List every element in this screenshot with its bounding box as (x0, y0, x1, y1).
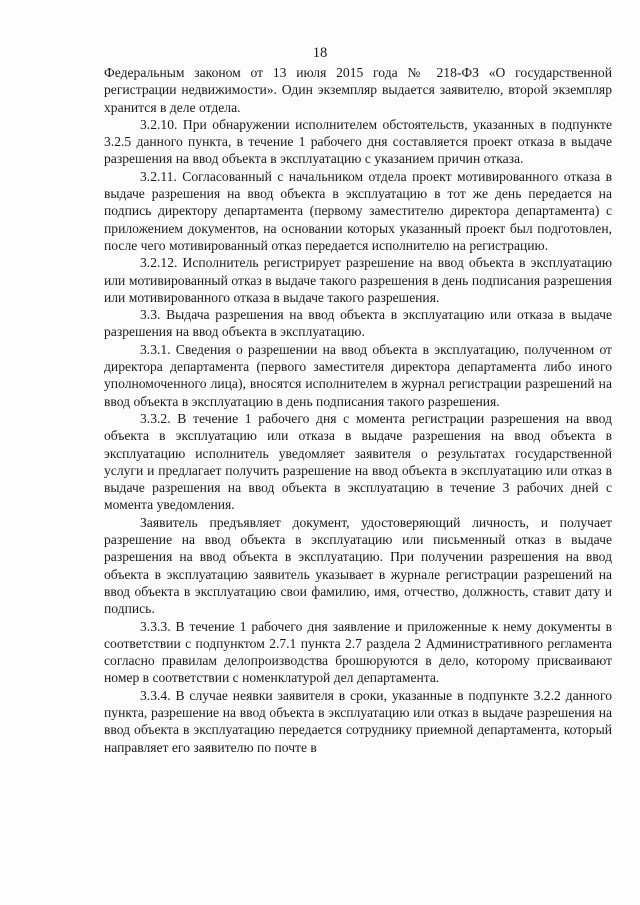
paragraph-3-3-1: 3.3.1. Сведения о разрешении на ввод объекта в эксплуатацию, полученном от директора департамента (первого заместителя директора департамента либо иного уполномоченного лица), вносятся исполнителем в журнал регистрации разрешений на ввод объекта в эксплуатацию в день подписания такого разрешения. (104, 341, 612, 409)
paragraph-3-2-12: 3.2.12. Исполнитель регистрирует разрешение на ввод объекта в эксплуатацию или мотивированный отказ в выдаче такого разрешения в день подписания разрешения или мотивированного отказа в выдаче такого разрешения. (104, 255, 612, 305)
paragraph-3-2-11: 3.2.11. Согласованный с начальником отдела проект мотивированного отказа в выдаче разрешения на ввод объекта в эксплуатацию в тот же день передается на подпись директору департамента (первому заместителю директора департамента) с приложением документов, на основании которых указанный проект был подготовлен, после чего мотивированный отказ передается исполнителю на регистрацию. (104, 168, 612, 253)
paragraph-3-3-4: 3.3.4. В случае неявки заявителя в сроки, указанные в подпункте 3.2.2 данного пункта, разрешение на ввод объекта в эксплуатацию или отказ в выдаче разрешения на ввод объекта в эксплуатацию передается сотруднику приемной департамента, который направляет его заявителю по почте в (104, 687, 612, 755)
paragraph-continuation: Федеральным законом от 13 июля 2015 года № 218-ФЗ «О государственной регистрации недвижимости». Один экземпляр выдается заявителю, второй экземпляр хранится в деле отдела. (104, 65, 612, 115)
paragraph-3-3-2: 3.3.2. В течение 1 рабочего дня с момента регистрации разрешения на ввод объекта в эксплуатацию или отказа в выдаче разрешения на ввод объекта в эксплуатацию исполнитель уведомляет заявителя о результатах государственной услуги и предлагает получить разрешение на ввод объекта в эксплуатацию или отказ в выдаче разрешения на ввод объекта в эксплуатацию в течение 3 рабочих дней с момента уведомления. (104, 410, 612, 513)
document-body (104, 64, 612, 756)
paragraph-3-3: 3.3. Выдача разрешения на ввод объекта в эксплуатацию или отказа в выдаче разрешения на ввод объекта в эксплуатацию. (104, 307, 612, 340)
paragraph-3-2-10: 3.2.10. При обнаружении исполнителем обстоятельств, указанных в подпункте 3.2.5 данного пункта, в течение 1 рабочего дня составляется проект отказа в выдаче разрешения на ввод объекта в эксплуатацию с указанием причин отказа. (104, 116, 612, 167)
paragraph-3-3-3: 3.3.3. В течение 1 рабочего дня заявление и приложенные к нему документы в соответствии с подпунктом 2.7.1 пункта 2.7 раздела 2 Административного регламента согласно правилам делопроизводства брошюруются в дело, которому присваивают номер в соответствии с номенклатурой дел департамента. (104, 618, 612, 686)
paragraph-applicant: Заявитель предъявляет документ, удостоверяющий личность, и получает разрешение на ввод объекта в эксплуатацию или письменный отказ в выдаче разрешения на ввод объекта в эксплуатацию. При получении разрешения на ввод объекта в эксплуатацию заявитель указывает в журнале регистрации разрешений на ввод объекта в эксплуатацию свои фамилию, имя, отчество, должность, ставит дату и подпись. (104, 514, 612, 617)
page-number: 18 (312, 45, 328, 61)
